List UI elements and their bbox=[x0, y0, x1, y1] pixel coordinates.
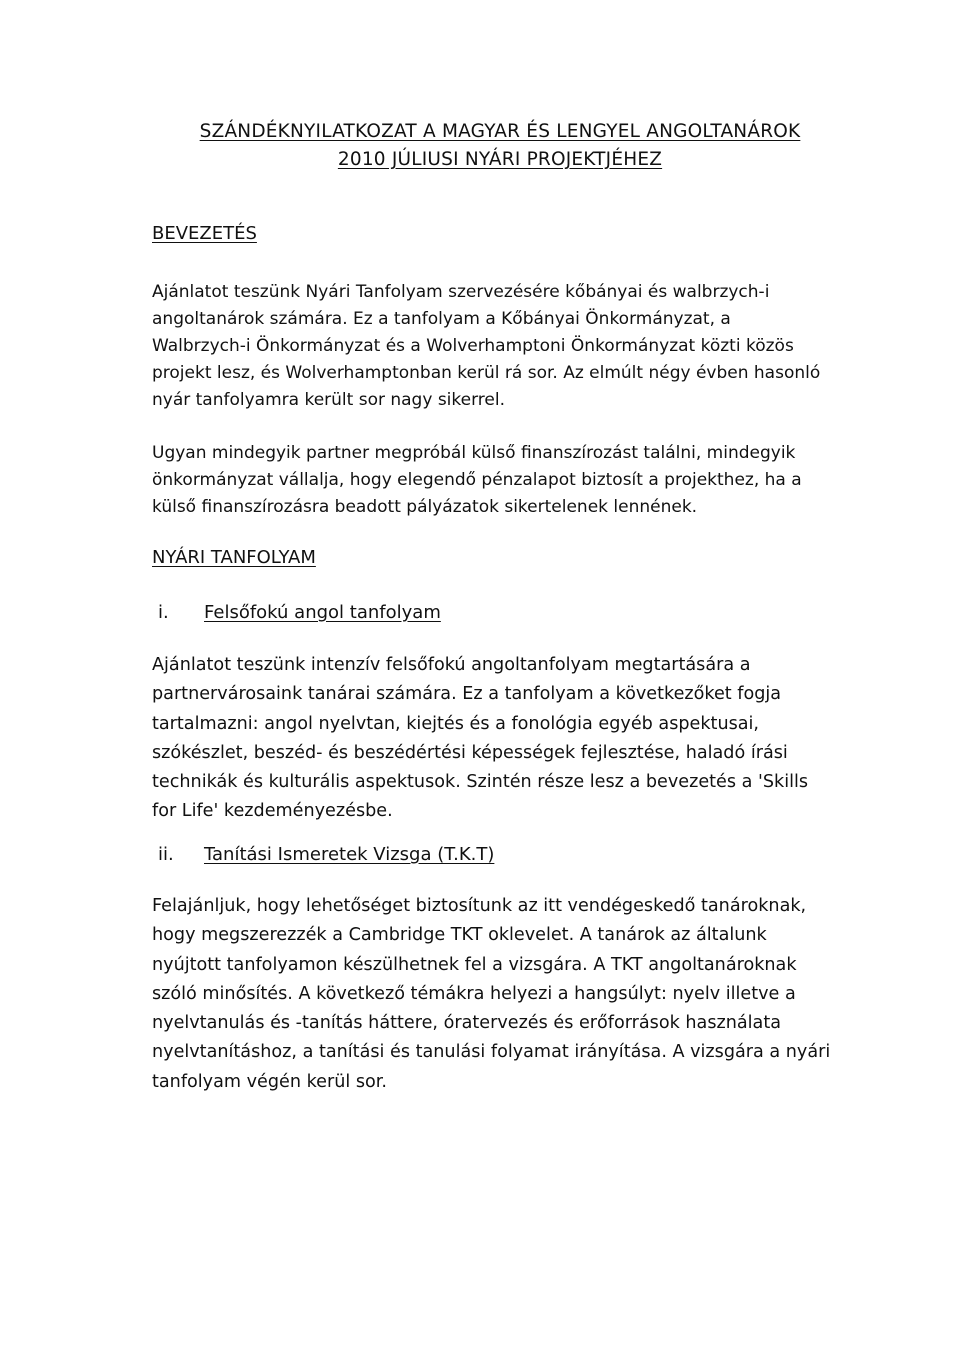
text-line: szókészlet, beszéd- és beszédértési képességek fejlesztése, haladó írási bbox=[152, 742, 788, 763]
subsection-title: Felsőfokú angol tanfolyam bbox=[204, 602, 441, 623]
text-line: nyelvtanításhoz, a tanítási és tanulási folyamat irányítása. A vizsgára a nyári bbox=[152, 1042, 831, 1063]
text-line: tanfolyam végén kerül sor. bbox=[152, 1071, 387, 1092]
title-line-1: SZÁNDÉKNYILATKOZAT A MAGYAR ÉS LENGYEL ANGOLTANÁROK bbox=[199, 121, 801, 142]
subsection-1-heading bbox=[158, 601, 441, 625]
text-line: külső finanszírozásra beadott pályázatok sikertelenek lennének. bbox=[152, 497, 698, 517]
text-line: Felajánljuk, hogy lehetőséget biztosítunk az itt vendégeskedő tanároknak, bbox=[152, 896, 807, 916]
text-line: tartalmazni: angol nyelvtan, kiejtés és a fonológia egyéb aspektusai, bbox=[152, 713, 760, 734]
subsection-2-heading bbox=[158, 843, 494, 867]
text-line: projekt lesz, és Wolverhamptonban kerül rá sor. Az elmúlt négy évben hasonló bbox=[152, 363, 821, 383]
document-title bbox=[150, 118, 850, 174]
summer-course-heading: NYÁRI TANFOLYAM bbox=[152, 547, 316, 568]
text-line: Walbrzych-i Önkormányzat és a Wolverhamptoni Önkormányzat közti közös bbox=[152, 336, 794, 356]
text-line: angoltanárok számára. Ez a tanfolyam a Kőbányai Önkormányzat, a bbox=[152, 309, 731, 329]
text-line: Ajánlatot teszünk Nyári Tanfolyam szervezésére kőbányai és walbrzych-i bbox=[152, 282, 770, 302]
intro-heading: BEVEZETÉS bbox=[152, 223, 257, 244]
subsection-title: Tanítási Ismeretek Vizsga (T.K.T) bbox=[204, 844, 495, 865]
text-line: önkormányzat vállalja, hogy elegendő pénzalapot biztosít a projekthez, ha a bbox=[152, 470, 802, 490]
text-line: for Life' kezdeményezésbe. bbox=[152, 801, 393, 822]
subsection-1-paragraph bbox=[152, 651, 832, 827]
text-line: nyelvtanulás és -tanítás háttere, óratervezés és erőforrások használata bbox=[152, 1013, 782, 1034]
text-line: nyár tanfolyamra került sor nagy sikerrel. bbox=[152, 390, 505, 410]
text-line: partnervárosaink tanárai számára. Ez a tanfolyam a következőket fogja bbox=[152, 684, 782, 705]
subsection-number: i. bbox=[158, 602, 169, 623]
text-line: hogy megszerezzék a Cambridge TKT oklevelet. A tanárok az általunk bbox=[152, 925, 767, 946]
text-line: szóló minősítés. A következő témákra helyezi a hangsúlyt: nyelv illetve a bbox=[152, 983, 796, 1004]
subsection-number: ii. bbox=[158, 844, 174, 865]
text-line: technikák és kulturális aspektusok. Szintén része lesz a bevezetés a 'Skills bbox=[152, 772, 809, 793]
text-line: Ugyan mindegyik partner megpróbál külső finanszírozást találni, mindegyik bbox=[152, 443, 796, 463]
intro-paragraph-1 bbox=[152, 279, 832, 414]
title-line-2: 2010 JÚLIUSI NYÁRI PROJEKTJÉHEZ bbox=[337, 149, 663, 170]
intro-paragraph-2 bbox=[152, 440, 832, 521]
text-line: nyújtott tanfolyamon készülhetnek fel a vizsgára. A TKT angoltanároknak bbox=[152, 954, 797, 975]
subsection-2-paragraph bbox=[152, 892, 832, 1097]
text-line: Ajánlatot teszünk intenzív felsőfokú angoltanfolyam megtartására a bbox=[152, 655, 751, 675]
